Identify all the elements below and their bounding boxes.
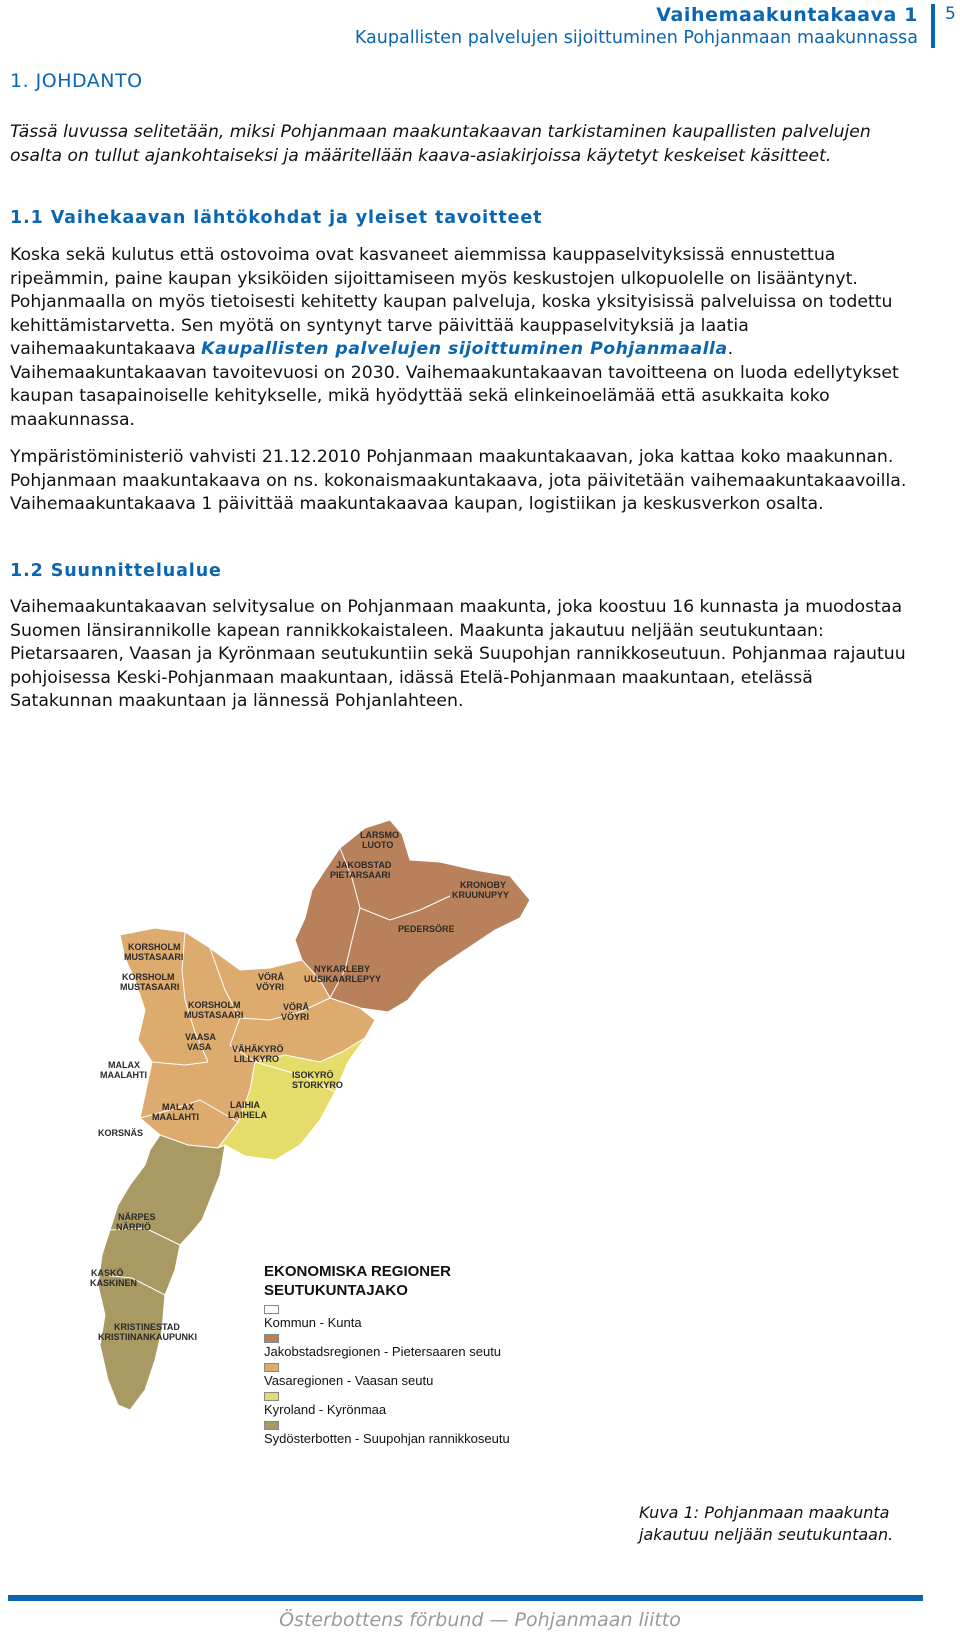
legend-item [264,1392,584,1417]
svg-text:KORSHOLMMUSTASAARI [124,942,183,962]
map-label-nykarleby: UUSIKAARLEPYY [304,974,382,984]
legend-item [264,1334,584,1359]
legend-label: Sydösterbotten - Suupohjan rannikkoseutu [264,1431,510,1446]
legend-swatch [264,1334,279,1343]
map-label-malax-south: MALAX [162,1102,194,1112]
legend-swatch [264,1363,279,1372]
map-label-laihia: LAIHIA [230,1100,260,1110]
map-label-lillkyro: VÄHÄKYRÖ [232,1044,284,1054]
map-label-kasko: KASKÖ [91,1268,124,1278]
svg-text:KRONOBYKRUUNUPYY [452,880,509,900]
map-label-korsholm-south: MUSTASAARI [120,982,180,992]
map-legend [264,1262,584,1450]
map-label-kronoby: KRONOBY [460,880,507,890]
map-label-laihia: LAIHELA [228,1110,267,1120]
map-label-vora-south: VÖRÅ [283,1002,310,1012]
map-label-lillkyro: LILLKYRO [234,1054,279,1064]
svg-text:NYKARLEBYUUSIKAARLEPYY [304,964,381,984]
footer-divider [8,1595,923,1601]
map-label-jakobstad: PIETARSAARI [330,870,391,880]
svg-text:KORSHOLMMUSTASAARI [120,972,179,992]
section-1-1-paragraph-2: Ympäristöministeriö vahvisti 21.12.2010 Pohjanmaan maakuntakaavan, joka kattaa koko maakunnan. Pohjanmaan maakuntakaava on ns. kokonaismaakuntakaava, jota päivitetään vaihemaakuntakaavoilla. Vaihemaakuntakaava 1 päivittää maakuntakaavaa kaupan, logistiikan ja keskusverkon osalta. [10,447,907,514]
map-label-korsholm-north: KORSHOLM [128,942,181,952]
footer-text: Österbottens förbund — Pohjanmaan liitto [279,1609,681,1631]
map-label-korsholm-south: KORSHOLM [122,972,175,982]
legend-swatch [264,1392,279,1401]
map-label-kasko: KASKINEN [90,1278,138,1288]
map-label-vora-north: VÖRÅ [258,972,285,982]
caption-line: jakautuu neljään seutukuntaan. [639,1525,894,1544]
legend-title-line: SEUTUKUNTAJAKO [264,1282,408,1299]
map-label-malax-north: MAALAHTI [100,1070,147,1080]
section-heading-1-2: 1.2 Suunnittelualue [10,561,222,581]
caption-line: Kuva 1: Pohjanmaan maakunta [639,1503,890,1522]
map-label-kronoby: KRUUNUPYY [452,890,510,900]
legend-title [264,1262,584,1300]
legend-item [264,1363,584,1388]
document-header-title: Vaihemaakuntakaava 1 [656,4,918,26]
map-label-korsnas: KORSNÄS [98,1128,144,1138]
map-label-kristinestad: KRISTINESTAD [114,1322,180,1332]
map-label-nykarleby: NYKARLEBY [314,964,371,974]
section-heading-johdanto: 1. JOHDANTO [10,70,143,92]
legend-label: Vasaregionen - Vaasan seutu [264,1373,434,1388]
map-label-vaasa: VASA [187,1042,212,1052]
map-label-vaasa: VAASA [185,1032,216,1042]
paragraph-text: . Vaihemaakuntakaavan tavoitevuosi on 2030. Vaihemaakuntakaavan tavoitteena on luoda edellytykset kaupan tasapainoiselle kehitykselle, mikä hyödyttää sekä elinkeinoelämää että asukkaita koko maakunnassa. [10,339,899,430]
map-label-larsmo: LUOTO [362,840,394,850]
intro-paragraph: Tässä luvussa selitetään, miksi Pohjanmaan maakuntakaavan tarkistaminen kaupallisten palvelujen osalta on tullut ajankohtaiseksi ja määritellään kaava-asiakirjoissa käytetyt keskeiset käsitteet. [10,122,871,166]
legend-swatch [264,1305,279,1314]
svg-text:MALAXMAALAHTI [100,1060,147,1080]
legend-label: Kyroland - Kyrönmaa [264,1402,387,1417]
map-label-malax-north: MALAX [108,1060,140,1070]
section-heading-1-1: 1.1 Vaihekaavan lähtökohdat ja yleiset tavoitteet [10,208,543,228]
section-1-2-paragraph: Vaihemaakuntakaavan selvitysalue on Pohjanmaan maakunta, joka koostuu 16 kunnasta ja muodostaa Suomen länsirannikolle kapean rannikkokaistaleen. Maakunta jakautuu neljään seutukuntaan: Pietarsaaren, Vaasan ja Kyrönmaan seutukuntiin sekä Suupohjan rannikkoseutuun. Pohjanmaa rajautuu pohjoisessa Keski-Pohjanmaan maakuntaan, idässä Etelä-Pohjanmaan maakuntaan, etelässä Satakunnan maakuntaan ja lännessä Pohjanlahteen. [10,597,906,711]
svg-text:KORSHOLMMUSTASAARI [184,1000,243,1020]
map-label-vora-south: VÖYRI [281,1012,310,1022]
svg-text:VÄHÄKYRÖLILLKYRO [232,1044,284,1064]
legend-swatch [264,1421,279,1430]
legend-label: Kommun - Kunta [264,1315,362,1330]
svg-text:VÖRÅVÖYRI [281,1002,310,1022]
map-label-korsholm-main: KORSHOLM [188,1000,241,1010]
map-label-kristinestad: KRISTIINANKAUPUNKI [98,1332,197,1342]
legend-label: Jakobstadsregionen - Pietersaaren seutu [264,1344,502,1359]
map-label-korsholm-main: MUSTASAARI [184,1010,244,1020]
map-label-narpes: NÄRPIÖ [116,1222,152,1232]
legend-item [264,1421,584,1446]
map-label-storkyro: STORKYRO [292,1080,343,1090]
map-label-storkyro: ISOKYRÖ [292,1070,334,1080]
header-divider [931,4,935,48]
map-label-narpes: NÄRPES [118,1212,156,1222]
svg-text:NÄRPESNÄRPIÖ [116,1212,156,1232]
plan-name-reference: Kaupallisten palvelujen sijoittuminen Pohjanmaalla [201,339,728,359]
map-label-korsholm-north: MUSTASAARI [124,952,184,962]
map-label-vora-north: VÖYRI [256,982,285,992]
legend-item [264,1305,584,1330]
figure-caption [639,1502,893,1546]
map-label-pedersore: PEDERSÖRE [398,924,455,934]
section-1-1-paragraph-1 [10,244,915,432]
map-label-larsmo: LARSMO [360,830,399,840]
svg-text:JAKOBSTADPIETARSAARI [330,860,392,880]
svg-text:VÖRÅVÖYRI [256,972,285,992]
document-header-subtitle: Kaupallisten palvelujen sijoittuminen Pohjanmaan maakunnassa [354,28,918,48]
page-number: 5 [945,4,956,24]
legend-title-line: EKONOMISKA REGIONER [264,1263,451,1280]
map-label-malax-south: MAALAHTI [152,1112,199,1122]
paragraph-text: Koska sekä kulutus että ostovoima ovat kasvaneet aiemmissa kauppaselvityksissä ennustettua ripeämmin, paine kaupan yksiköiden sijoittamiseen myös keskustojen ulkopuolelle on lisääntynyt. Pohjanmaalla on myös tietoisesti kehitetty kaupan palveluja, koska yksityisissä palveluissa on todettu kehittämistarvetta. Sen myötä on syntynyt tarve päivittää kauppaselvityksiä ja laatia vaihemaakuntakaava [10,245,893,359]
svg-text:LARSMOLUOTO [360,830,399,850]
map-label-jakobstad: JAKOBSTAD [336,860,392,870]
